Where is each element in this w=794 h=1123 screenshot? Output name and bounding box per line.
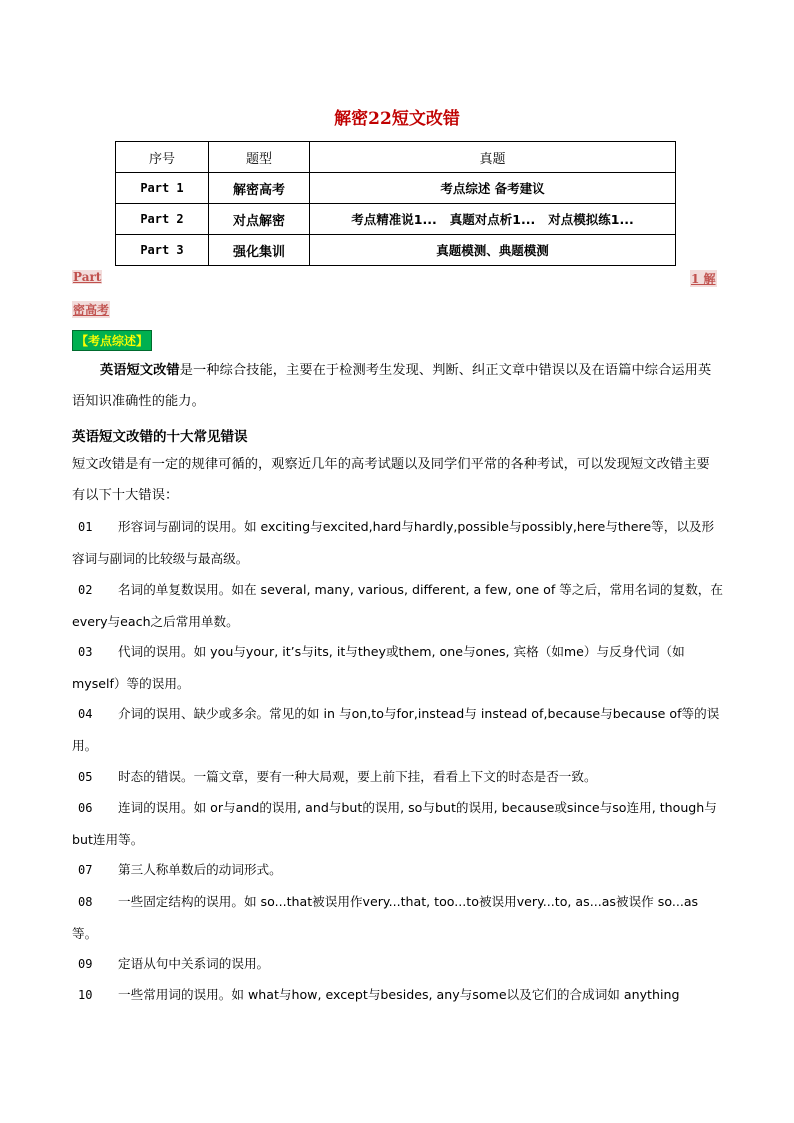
intro-bold-lead: 英语短文改错 (100, 363, 180, 378)
item-text: 第三人称单数后的动词形式。 (118, 862, 282, 877)
list-item (72, 886, 724, 949)
item-text: 一些固定结构的误用。如 so...that被误用作very...that, too...to被误用very...to, as...as被误作 so...as 等。 (72, 894, 699, 941)
item-text: 连词的误用。如 or与and的误用, and与but的误用, so与but的误用, because或since与so连用, though与but连用等。 (72, 800, 717, 847)
list-item (72, 511, 724, 574)
item-text: 介词的误用、缺少或多余。常见的如 in 与on,to与for,instead与 instead of,because与because of等的误用。 (72, 706, 720, 753)
header-content: 真题 (310, 142, 676, 173)
part-tag-left: Part (73, 270, 102, 284)
list-item (72, 948, 724, 980)
list-item (72, 698, 724, 761)
item-number: 08 (78, 895, 93, 909)
item-text: 形容词与副词的误用。如 exciting与excited,hard与hardly,possible与possibly,here与there等，以及形容词与副词的比较级与最高级。 (72, 519, 715, 566)
list-item (72, 636, 724, 699)
item-number: 01 (78, 520, 93, 534)
part-tag-right: 1 解 (691, 272, 716, 286)
item-text: 一些常用词的误用。如 what与how, except与besides, any与some以及它们的合成词如 anything (118, 987, 680, 1002)
item-number: 05 (78, 770, 93, 784)
row-content: 考点综述 备考建议 (310, 173, 676, 204)
item-number: 10 (78, 988, 93, 1002)
list-item (72, 761, 724, 793)
row-content: 真题模测、典题模测 (310, 235, 676, 266)
row-part: Part 3 (116, 235, 209, 266)
header-type: 题型 (209, 142, 310, 173)
row-content: 考点精准说1... 真题对点析1... 对点模拟练1... (310, 204, 676, 235)
row-type: 解密高考 (209, 173, 310, 204)
item-number: 03 (78, 645, 93, 659)
item-text: 名词的单复数误用。如在 several, many, various, different, a few, one of 等之后，常用名词的复数，在 every与each之后常用单数。 (72, 582, 723, 629)
row-part: Part 2 (116, 204, 209, 235)
header-seq: 序号 (116, 142, 209, 173)
part-tag-second-line: 密高考 (73, 303, 110, 317)
section-badge: 【考点综述】 (72, 330, 152, 351)
list-item (72, 574, 724, 637)
row-part: Part 1 (116, 173, 209, 204)
item-text: 代词的误用。如 you与your, it’s与its, it与they或them, one与ones, 宾格（如me）与反身代词（如myself）等的误用。 (72, 644, 685, 691)
list-item (72, 792, 724, 855)
table-row (116, 173, 676, 204)
ten-errors-intro: 短文改错是有一定的规律可循的，观察近几年的高考试题以及同学们平常的各种考试，可以发现短文改错主要有以下十大错误： (72, 457, 710, 503)
item-text: 定语从句中关系词的误用。 (118, 956, 270, 971)
item-text: 时态的错误。一篇文章，要有一种大局观，要上前下挂，看看上下文的时态是否一致。 (118, 769, 597, 784)
table-header-row (116, 142, 676, 173)
document-title: 解密22短文改错 (334, 109, 460, 129)
ten-errors-heading: 英语短文改错的十大常见错误 (72, 429, 248, 445)
row-type: 对点解密 (209, 204, 310, 235)
list-item (72, 854, 724, 886)
item-number: 04 (78, 707, 93, 721)
item-number: 06 (78, 801, 93, 815)
row-type: 强化集训 (209, 235, 310, 266)
item-number: 09 (78, 957, 93, 971)
intro-text: 是一种综合技能，主要在于检测考生发现、判断、纠正文章中错误以及在语篇中综合运用英语知识准确性的能力。 (72, 363, 712, 409)
table-row (116, 235, 676, 266)
contents-table (115, 141, 676, 266)
intro-paragraph (72, 355, 722, 417)
list-item (72, 979, 724, 1011)
item-number: 07 (78, 863, 93, 877)
item-number: 02 (78, 583, 93, 597)
table-row (116, 204, 676, 235)
